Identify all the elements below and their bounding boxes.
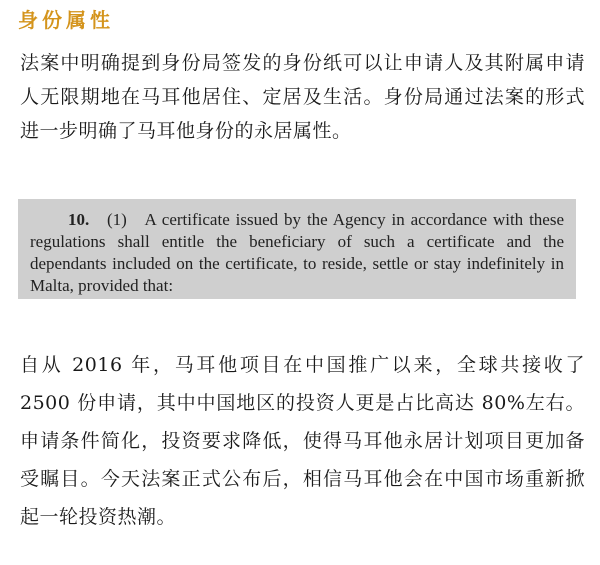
regulation-body: A certificate issued by the Agency in accordance with these regulations shall entitle the beneficiary of such a certificate and the dependants included on the certificate, to reside, settle or stay indefinitely in Malta, provided that: (30, 210, 565, 295)
regulation-subsection: (1) (106, 210, 127, 229)
intro-paragraph: 法案中明确提到身份局签发的身份纸可以让申请人及其附属申请人无限期地在马耳他居住、定居及生活。身份局通过法案的形式进一步明确了马耳他身份的永居属性。 (20, 52, 585, 142)
legal-quote-box (18, 199, 576, 299)
regulation-number: 10. (68, 210, 90, 229)
body-paragraph: 自从 2016 年，马耳他项目在中国推广以来，全球共接收了 2500 份申请，其中中国地区的投资人更是占比高达 80%左右。申请条件简化，投资要求降低，使得马耳他永居计划项目更加备受瞩目。今天法案正式公布后，相信马耳他会在中国市场重新掀起一轮投资热潮。 (20, 354, 585, 528)
legal-quote-text (30, 209, 564, 297)
section-heading: 身份属性 (18, 8, 114, 32)
